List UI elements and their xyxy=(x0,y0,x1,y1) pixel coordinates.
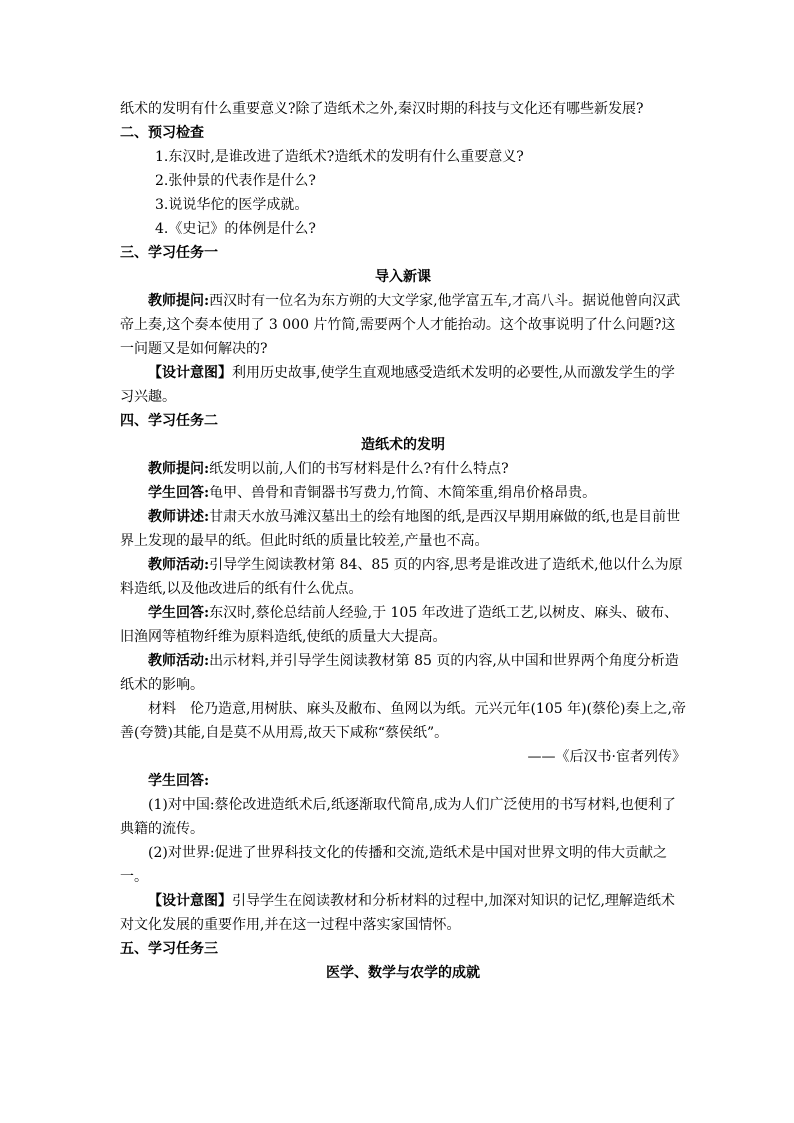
design-intent-text: 利用历史故事,使学生直观地感受造纸术发明的必要性,从而激发学生的学习兴趣。 xyxy=(120,365,675,405)
section-heading-task3: 五、学习任务三 xyxy=(120,941,218,957)
section-heading-task2: 四、学习任务二 xyxy=(120,413,218,429)
task2-material-quote: 材料 伦乃造意,用树肤、麻头及敝布、鱼网以为纸。元兴元年(105 年)(蔡伦)奏上之,帝善(夸赞)其能,自是莫不从用焉,故天下咸称“蔡侯纸”。 xyxy=(120,701,686,741)
document-body xyxy=(120,97,686,985)
preview-question-2: 2.张仲景的代表作是什么? xyxy=(155,173,316,189)
design-intent-label: 【设计意图】 xyxy=(148,365,232,381)
text: 引导学生阅读教材第 84、85 页的内容,思考是谁改进了造纸术,他以什么为原料造纸,以及他改进后的纸有什么优点。 xyxy=(120,557,683,597)
task1-design-intent xyxy=(120,361,686,409)
task2-subtitle: 造纸术的发明 xyxy=(361,437,445,453)
task2-teacher-narration xyxy=(120,505,686,553)
task2-answer-china: (1)对中国:蔡伦改进造纸术后,纸逐渐取代简帛,成为人们广泛使用的书写材料,也便利了典籍的流传。 xyxy=(120,797,676,837)
task1-subtitle: 导入新课 xyxy=(375,269,431,285)
task1-teacher-question xyxy=(120,289,686,361)
task2-teacher-question xyxy=(120,457,686,481)
text: 龟甲、兽骨和青铜器书写费力,竹简、木简笨重,绢帛价格昂贵。 xyxy=(209,485,597,501)
preview-question-4: 4.《史记》的体例是什么? xyxy=(155,221,316,237)
text: 甘肃天水放马滩汉墓出土的绘有地图的纸,是西汉早期用麻做的纸,也是目前世界上发现的最早的纸。但此时纸的质量比较差,产量也不高。 xyxy=(120,509,681,549)
preview-question-3: 3.说说华佗的医学成就。 xyxy=(155,197,309,213)
section-heading-task1: 三、学习任务一 xyxy=(120,245,218,261)
task2-design-intent xyxy=(120,889,686,937)
label: 学生回答: xyxy=(148,605,210,621)
preview-question-1: 1.东汉时,是谁改进了造纸术?造纸术的发明有什么重要意义? xyxy=(155,149,524,165)
task2-material-source: ——《后汉书·宦者列传》 xyxy=(527,749,686,765)
task2-student-answer-1 xyxy=(120,481,686,505)
label: 教师讲述: xyxy=(148,509,210,525)
task2-student-answer-2 xyxy=(120,601,686,649)
task2-teacher-activity-2 xyxy=(120,649,686,697)
text: 纸发明以前,人们的书写材料是什么?有什么特点? xyxy=(209,461,509,477)
task3-subtitle: 医学、数学与农学的成就 xyxy=(326,965,480,981)
task2-student-answer-label: 学生回答: xyxy=(148,773,210,789)
label: 教师活动: xyxy=(148,653,210,669)
section-heading-preview: 二、预习检查 xyxy=(120,125,204,141)
teacher-question-text: 西汉时有一位名为东方朔的大文学家,他学富五车,才高八斗。据说他曾向汉武帝上奏,这个奏本使用了 3 000 片竹简,需要两个人才能抬动。这个故事说明了什么问题?这一问题又是如何解决的? xyxy=(120,293,681,357)
label: 教师提问: xyxy=(148,461,210,477)
task2-answer-world: (2)对世界:促进了世界科技文化的传播和交流,造纸术是中国对世界文明的伟大贡献之一。 xyxy=(120,845,667,885)
label: 学生回答: xyxy=(148,485,210,501)
label: 教师活动: xyxy=(148,557,210,573)
task2-teacher-activity-1 xyxy=(120,553,686,601)
text: 出示材料,并引导学生阅读教材第 85 页的内容,从中国和世界两个角度分析造纸术的影响。 xyxy=(120,653,679,693)
intro-paragraph: 纸术的发明有什么重要意义?除了造纸术之外,秦汉时期的科技与文化还有哪些新发展? xyxy=(120,101,644,117)
teacher-question-label: 教师提问: xyxy=(148,293,210,309)
text: 东汉时,蔡伦总结前人经验,于 105 年改进了造纸工艺,以树皮、麻头、破布、旧渔网等植物纤维为原料造纸,使纸的质量大大提高。 xyxy=(120,605,679,645)
design-intent-label: 【设计意图】 xyxy=(148,893,232,909)
design-intent-text: 引导学生在阅读教材和分析材料的过程中,加深对知识的记忆,理解造纸术对文化发展的重要作用,并在这一过程中落实家国情怀。 xyxy=(120,893,675,933)
